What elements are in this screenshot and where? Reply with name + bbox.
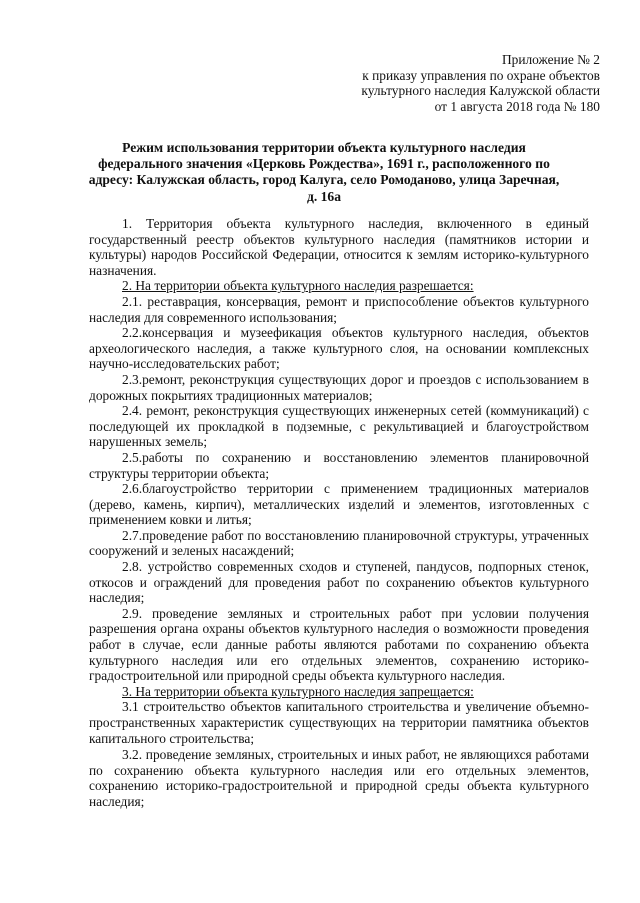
section-heading-prohibited: 3. На территории объекта культурного наследия запрещается: [122,683,474,699]
annex-order-reference: к приказу управления по охране объектов [362,67,600,83]
paragraph-2-3: 2.3.ремонт, реконструкция существующих дорог и проездов с использованием в дорожных покрытиях традиционных материалов; [89,371,589,403]
annex-department: культурного наследия Калужской области [361,83,600,99]
annex-date: от 1 августа 2018 года № 180 [434,98,600,114]
paragraph-3-1: 3.1 строительство объектов капитального строительства и увеличение объемно-пространственных характеристик существующих на территории памятника объектов капитального строительства; [89,699,589,746]
paragraph-1: 1. Территория объекта культурного наследия, включенного в единый государственный реестр объектов культурного наследия (памятников истории и культуры) народов Российской Федерации, относится к землям историко-культурного назначения. [89,216,589,278]
annex-header [361,52,600,114]
section-heading-allowed: 2. На территории объекта культурного наследия разрешается: [122,278,474,294]
paragraph-2-9: 2.9. проведение земляных и строительных работ при условии получения разрешения органа охраны объектов культурного наследия о возможности проведения работ в случае, если данные работы являются работами по сохранению объекта культурного наследия или его отдельных элементов, сохранению историко-градостроительной или природной среды объекта культурного наследия. [89,605,589,684]
document-body [89,216,589,810]
paragraph-2-7: 2.7.проведение работ по восстановлению планировочной структуры, утраченных сооружений и зеленых насаждений; [89,527,589,559]
paragraph-2-4: 2.4. ремонт, реконструкция существующих инженерных сетей (коммуникаций) с последующей их прокладкой в подземные, с рекультивацией и благоустройством нарушенных земель; [89,403,589,450]
paragraph-2-6: 2.6.благоустройство территории с применением традиционных материалов (дерево, камень, кирпич), металлических изделий и элементов, изготовленных с применением ковки и литья; [89,481,589,528]
paragraph-2-1: 2.1. реставрация, консервация, ремонт и приспособление объектов культурного наследия для современного использования; [89,293,589,325]
paragraph-3-2: 3.2. проведение земляных, строительных и иных работ, не являющихся работами по сохранению объекта культурного наследия или его отдельных элементов, сохранению историко-градостроительной и природной среды объекта культурного наследия; [89,747,589,809]
document-title: Режим использования территории объекта культурного наследия федерального значения «Церковь Рождества», 1691 г., расположенного по адресу: Калужская область, город Калуга, село Ромоданово, улица Заречная, д. 16а [88,140,560,204]
annex-number: Приложение № 2 [501,52,600,67]
paragraph-2-8: 2.8. устройство современных сходов и ступеней, пандусов, подпорных стенок, откосов и ограждений для проведения работ по сохранению объектов культурного наследия; [89,559,589,606]
paragraph-2-5: 2.5.работы по сохранению и восстановлению элементов планировочной структуры территории объекта; [89,449,589,481]
paragraph-2-2: 2.2.консервация и музеефикация объектов культурного наследия, объектов археологического наследия, а также культурного слоя, на основании комплексных научно-исследовательских работ; [89,325,589,372]
